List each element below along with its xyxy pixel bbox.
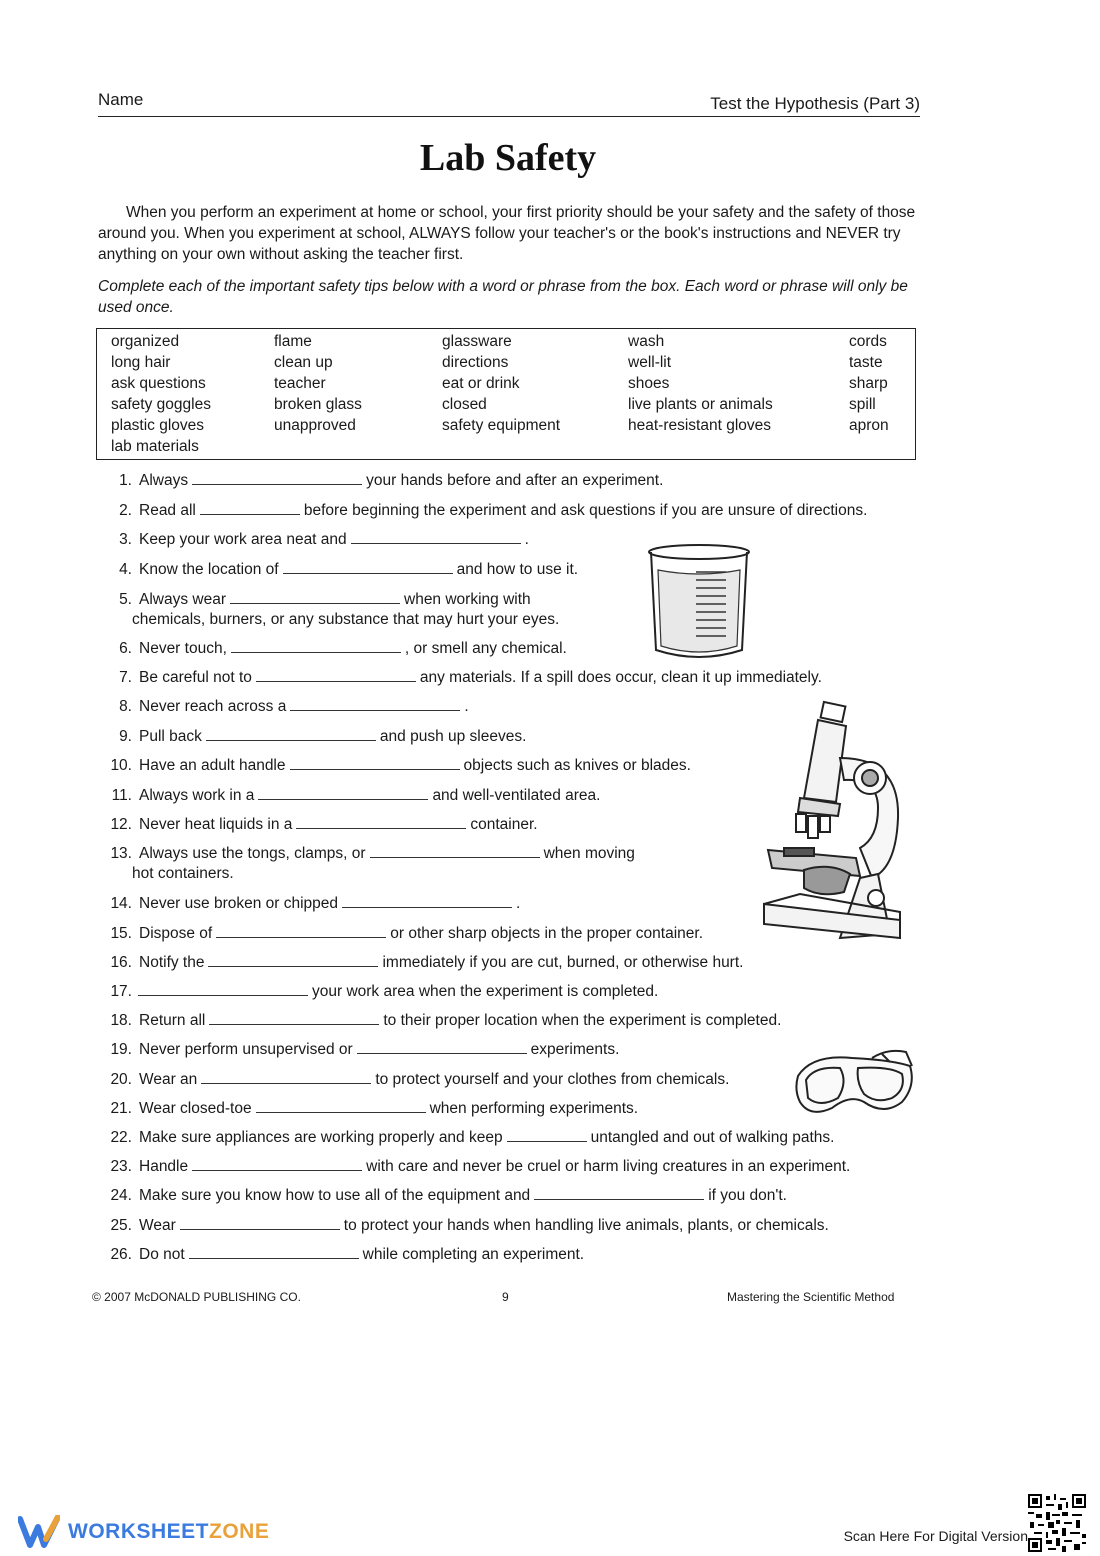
question-text-before: Pull back — [139, 728, 202, 745]
header — [98, 90, 920, 117]
question-text-after: untangled and out of walking paths. — [590, 1129, 835, 1146]
worksheetzone-logo[interactable] — [18, 1512, 269, 1552]
question-text-before: Return all — [139, 1012, 206, 1029]
question-text-before: Never use broken or chipped — [139, 895, 339, 912]
question-text-before: Always — [139, 472, 189, 489]
answer-blank[interactable] — [230, 589, 400, 604]
question-text-after: and well-ventilated area. — [432, 787, 601, 804]
page-title: Lab Safety — [419, 137, 597, 179]
question-number: 16. — [110, 954, 132, 971]
word-bank-item: closed — [442, 396, 487, 413]
question-number: 15. — [110, 925, 132, 942]
question-text-after: immediately if you are cut, burned, or otherwise hurt. — [382, 954, 744, 971]
answer-blank[interactable] — [206, 726, 376, 741]
answer-blank[interactable] — [209, 1010, 379, 1025]
question-number: 24. — [110, 1187, 132, 1204]
question-number: 13. — [110, 845, 132, 862]
question-text-after: . — [524, 531, 529, 548]
word-bank-item: organized — [111, 333, 180, 350]
question-text-after: with care and never be cruel or harm living creatures in an experiment. — [366, 1158, 851, 1175]
question-text-after: to their proper location when the experiment is completed. — [383, 1012, 782, 1029]
question-number: 5. — [119, 591, 132, 608]
word-bank-item: broken glass — [274, 396, 362, 413]
word-bank — [96, 328, 916, 460]
question-text-before: Be careful not to — [139, 669, 252, 686]
question-item — [108, 814, 538, 835]
question-text-after: when working with — [404, 591, 531, 608]
answer-blank[interactable] — [138, 981, 308, 996]
word-bank-item: unapproved — [274, 417, 356, 434]
word-bank-item: teacher — [274, 375, 326, 392]
word-bank-item: sharp — [849, 375, 888, 392]
question-item — [108, 952, 743, 973]
question-text-before: Always use the tongs, clamps, or — [139, 845, 366, 862]
word-bank-item: long hair — [111, 354, 171, 371]
question-item — [108, 696, 469, 717]
question-number: 18. — [110, 1012, 132, 1029]
word-bank-item: clean up — [274, 354, 333, 371]
question-item — [108, 1010, 781, 1031]
question-item — [108, 1127, 834, 1148]
answer-blank[interactable] — [357, 1039, 527, 1054]
question-text-before: Never heat liquids in a — [139, 816, 293, 833]
question-item — [108, 1039, 619, 1060]
question-text-after: to protect yourself and your clothes from chemicals. — [375, 1071, 730, 1088]
question-number: 20. — [110, 1071, 132, 1088]
question-number: 19. — [110, 1041, 132, 1058]
question-item — [108, 726, 526, 747]
answer-blank[interactable] — [200, 500, 300, 515]
word-bank-item: apron — [849, 417, 889, 434]
word-bank-item: spill — [849, 396, 876, 413]
beaker-illustration — [644, 542, 760, 664]
question-text-after: , or smell any chemical. — [404, 640, 567, 657]
answer-blank[interactable] — [258, 785, 428, 800]
question-number: 2. — [119, 502, 132, 519]
word-bank-item: lab materials — [111, 438, 199, 455]
word-bank-item: live plants or animals — [628, 396, 773, 413]
logo-text-zone: ZONE — [209, 1520, 270, 1543]
footer-book-title: Mastering the Scientific Method — [727, 1290, 895, 1304]
question-text-before: Handle — [139, 1158, 189, 1175]
question-text-after: when moving — [543, 845, 635, 862]
answer-blank[interactable] — [296, 814, 466, 829]
question-text-before: Always work in a — [139, 787, 255, 804]
question-text-after: and how to use it. — [456, 561, 579, 578]
question-text-after: . — [464, 698, 469, 715]
question-item — [108, 785, 600, 806]
goggles-illustration — [792, 1046, 918, 1122]
name-label: Name — [98, 90, 144, 109]
answer-blank[interactable] — [370, 843, 540, 858]
word-bank-item: flame — [274, 333, 312, 350]
question-item — [108, 638, 567, 659]
question-item — [108, 755, 691, 776]
question-number: 22. — [110, 1129, 132, 1146]
word-bank-item: safety goggles — [111, 396, 211, 413]
question-text-after: . — [516, 895, 521, 912]
word-bank-column — [274, 331, 362, 436]
scan-text: Scan Here For Digital Version — [843, 1528, 1028, 1544]
question-text-before: Wear closed-toe — [139, 1100, 252, 1117]
word-bank-item: glassware — [442, 333, 512, 350]
answer-blank[interactable] — [342, 893, 512, 908]
answer-blank[interactable] — [231, 638, 401, 653]
question-text-after: before beginning the experiment and ask questions if you are unsure of directions. — [303, 502, 868, 519]
word-bank-item: eat or drink — [442, 375, 520, 392]
question-text-before: Have an adult handle — [139, 757, 286, 774]
question-text-before: Never perform unsupervised or — [139, 1041, 353, 1058]
question-text-after: container. — [470, 816, 538, 833]
question-number: 9. — [119, 728, 132, 745]
question-item — [108, 923, 703, 944]
question-text-before: Never touch, — [139, 640, 227, 657]
word-bank-item: plastic gloves — [111, 417, 205, 434]
question-text-before: Make sure you know how to use all of the equipment and — [139, 1187, 531, 1204]
question-number: 23. — [110, 1158, 132, 1175]
question-number: 26. — [110, 1246, 132, 1263]
word-bank-item: shoes — [628, 375, 670, 392]
question-number: 3. — [119, 531, 132, 548]
answer-blank[interactable] — [290, 696, 460, 711]
question-item — [108, 1098, 638, 1119]
question-text-before: Do not — [139, 1246, 185, 1263]
footer-page-number: 9 — [502, 1290, 509, 1304]
answer-blank[interactable] — [256, 667, 416, 682]
answer-blank[interactable] — [201, 1069, 371, 1084]
question-text-before: Know the location of — [139, 561, 279, 578]
question-text-after: to protect your hands when handling live animals, plants, or chemicals. — [343, 1217, 829, 1234]
answer-blank[interactable] — [351, 529, 521, 544]
answer-blank[interactable] — [290, 755, 460, 770]
question-number: 6. — [119, 640, 132, 657]
question-text-before: Make sure appliances are working properly and keep — [139, 1129, 503, 1146]
word-bank-column — [628, 331, 773, 436]
answer-blank[interactable] — [534, 1185, 704, 1200]
question-item — [108, 500, 867, 521]
question-item — [108, 589, 559, 630]
question-number: 10. — [110, 757, 132, 774]
question-number: 21. — [110, 1100, 132, 1117]
question-number: 12. — [110, 816, 132, 833]
question-text-after: your hands before and after an experiment. — [366, 472, 664, 489]
question-item — [108, 1069, 729, 1090]
question-item — [108, 667, 822, 688]
answer-blank[interactable] — [256, 1098, 426, 1113]
unit-label: Test the Hypothesis (Part 3) — [710, 94, 920, 113]
answer-blank[interactable] — [208, 952, 378, 967]
question-item — [108, 1244, 584, 1265]
question-text-before: Dispose of — [139, 925, 213, 942]
question-item — [108, 981, 658, 1002]
question-number: 17. — [110, 983, 132, 1000]
footer-copyright: © 2007 McDONALD PUBLISHING CO. — [92, 1290, 301, 1304]
question-text-before: Always wear — [139, 591, 226, 608]
question-text-after: and push up sleeves. — [379, 728, 527, 745]
instructions: Complete each of the important safety tips below with a word or phrase from the box. Each word or phrase will only be used once. — [98, 278, 908, 316]
question-text-after: objects such as knives or blades. — [463, 757, 691, 774]
worksheetzone-logo-icon — [18, 1515, 60, 1549]
word-bank-item: heat-resistant gloves — [628, 417, 772, 434]
question-item — [108, 470, 663, 491]
word-bank-item: taste — [849, 354, 883, 371]
word-bank-item: well-lit — [628, 354, 672, 371]
question-item — [108, 559, 578, 580]
answer-blank[interactable] — [507, 1127, 587, 1142]
question-number: 7. — [119, 669, 132, 686]
question-item — [108, 843, 635, 884]
question-item — [108, 529, 529, 550]
question-text-continued: hot containers. — [132, 865, 234, 882]
question-text-before: Wear an — [139, 1071, 198, 1088]
qr-code-icon[interactable] — [1028, 1494, 1086, 1552]
question-item — [108, 1156, 850, 1177]
word-bank-column — [849, 331, 889, 436]
question-text-after: or other sharp objects in the proper container. — [390, 925, 704, 942]
word-bank-column — [442, 331, 560, 436]
word-bank-item: wash — [628, 333, 665, 350]
answer-blank[interactable] — [283, 559, 453, 574]
question-text-after: your work area when the experiment is completed. — [312, 983, 659, 1000]
answer-blank[interactable] — [192, 470, 362, 485]
word-bank-item: directions — [442, 354, 509, 371]
word-bank-column — [111, 331, 211, 457]
answer-blank[interactable] — [216, 923, 386, 938]
question-item — [108, 893, 520, 914]
intro-paragraph: When you perform an experiment at home or school, your first priority should be your safety and the safety of those around you. When you experiment at school, ALWAYS follow your teacher's or the book's instructions and NEVER try anything on your own without asking the teacher first. — [98, 204, 916, 263]
question-number: 4. — [119, 561, 132, 578]
question-text-continued: chemicals, burners, or any substance that may hurt your eyes. — [132, 611, 560, 628]
answer-blank[interactable] — [189, 1244, 359, 1259]
question-text-before: Read all — [139, 502, 196, 519]
question-text-after: if you don't. — [708, 1187, 787, 1204]
word-bank-item: ask questions — [111, 375, 206, 392]
question-number: 1. — [119, 472, 132, 489]
answer-blank[interactable] — [192, 1156, 362, 1171]
answer-blank[interactable] — [180, 1215, 340, 1230]
question-number: 8. — [119, 698, 132, 715]
question-text-after: when performing experiments. — [429, 1100, 639, 1117]
question-text-before: Wear — [139, 1217, 176, 1234]
word-bank-item: cords — [849, 333, 887, 350]
question-text-before: Never reach across a — [139, 698, 287, 715]
logo-text-worksheet: WORKSHEET — [68, 1520, 209, 1543]
question-number: 25. — [110, 1217, 132, 1234]
question-number: 14. — [110, 895, 132, 912]
question-text-before: Notify the — [139, 954, 205, 971]
question-item — [108, 1185, 787, 1206]
question-text-after: experiments. — [530, 1041, 620, 1058]
question-number: 11. — [111, 787, 132, 804]
question-text-after: while completing an experiment. — [362, 1246, 585, 1263]
question-text-after: any materials. If a spill does occur, clean it up immediately. — [419, 669, 822, 686]
microscope-illustration — [760, 698, 908, 950]
question-item — [108, 1215, 829, 1236]
word-bank-item: safety equipment — [442, 417, 561, 434]
question-text-before: Keep your work area neat and — [139, 531, 347, 548]
